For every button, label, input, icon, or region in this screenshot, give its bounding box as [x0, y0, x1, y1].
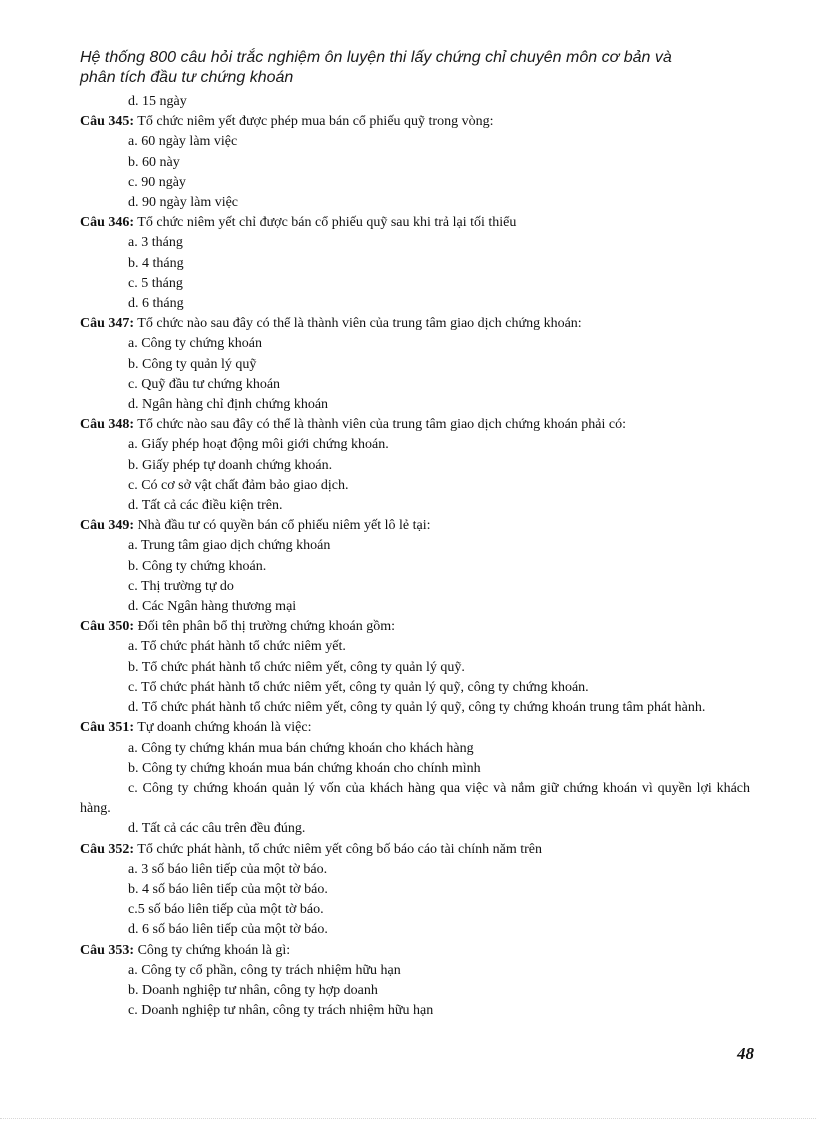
- answer-option: a. Công ty chứng khoán: [128, 336, 262, 352]
- question-text: Đối tên phân bổ thị trường chứng khoán gồm:: [134, 619, 395, 635]
- answer-option: b. Công ty quản lý quỹ: [128, 356, 257, 372]
- answer-option: d. 6 số báo liên tiếp của một tờ báo.: [128, 922, 328, 938]
- answer-option: b. Doanh nghiệp tư nhân, công ty hợp doanh: [128, 982, 378, 998]
- question-label: Câu 347:: [80, 316, 135, 332]
- question-350: [80, 617, 750, 637]
- question-347: [80, 314, 750, 334]
- answer-option: c. Có cơ sở vật chất đảm bảo giao dịch.: [128, 477, 349, 493]
- answer-option: b. 4 tháng: [128, 255, 184, 271]
- answer-option: d. 6 tháng: [128, 296, 184, 312]
- header-title-line-1: Hệ thống 800 câu hỏi trắc nghiệm ôn luyện thi lấy chứng chỉ chuyên môn cơ bản và: [80, 49, 672, 66]
- question-text: Tổ chức niêm yết được phép mua bán cổ phiếu quỹ trong vòng:: [134, 114, 494, 130]
- answer-option: a. Tổ chức phát hành tổ chức niêm yết.: [128, 639, 346, 655]
- answer-option: c. Thị trường tự do: [128, 578, 234, 594]
- question-351: [80, 718, 750, 738]
- page-number: 48: [737, 1044, 754, 1063]
- answer-option: c. 5 tháng: [128, 275, 183, 291]
- answer-option: b. Tổ chức phát hành tổ chức niêm yết, công ty quản lý quỹ.: [128, 659, 465, 675]
- answer-option: a. 3 tháng: [128, 235, 183, 251]
- answer-option: d. Các Ngân hàng thương mại: [128, 599, 297, 615]
- question-label: Câu 345:: [80, 114, 135, 130]
- question-label: Câu 350:: [80, 619, 135, 635]
- answer-option: b. 60 này: [128, 154, 180, 170]
- question-text: Công ty chứng khoán là gì:: [134, 942, 291, 958]
- answer-option: d. Tất cả các câu trên đều đúng.: [128, 821, 306, 837]
- question-label: Câu 351:: [80, 720, 135, 736]
- question-text: Tổ chức niêm yết chỉ được bán cổ phiếu quỹ sau khi trả lại tối thiểu: [134, 215, 517, 231]
- question-349: [80, 516, 750, 536]
- answer-option: a. 60 ngày làm việc: [128, 134, 238, 150]
- question-text: Tổ chức phát hành, tổ chức niêm yết công bố báo cáo tài chính năm trên: [134, 841, 543, 857]
- answer-option: c. Công ty chứng khoán quản lý vốn của khách hàng qua việc và nắm giữ chứng khoán vì quyền lợi khách hàng.: [80, 780, 750, 817]
- question-text: Tổ chức nào sau đây có thể là thành viên của trung tâm giao dịch chứng khoán phải có:: [134, 417, 626, 433]
- question-label: Câu 349:: [80, 518, 135, 534]
- answer-option: a. Công ty chứng khán mua bán chứng khoán cho khách hàng: [128, 740, 474, 756]
- answer-option: d. 90 ngày làm việc: [128, 195, 239, 211]
- question-353: [80, 941, 750, 961]
- question-text: Tổ chức nào sau đây có thể là thành viên của trung tâm giao dịch chứng khoán:: [134, 316, 582, 332]
- answer-option: c. Doanh nghiệp tư nhân, công ty trách nhiệm hữu hạn: [128, 1003, 434, 1019]
- answer-option: c. Tổ chức phát hành tổ chức niêm yết, công ty quản lý quỹ, công ty chứng khoán.: [128, 679, 589, 695]
- question-label: Câu 352:: [80, 841, 135, 857]
- answer-option: a. Công ty cổ phần, công ty trách nhiệm hữu hạn: [128, 962, 401, 978]
- answer-option: b. 4 số báo liên tiếp của một tờ báo.: [128, 881, 328, 897]
- answer-option: c. 90 ngày: [128, 174, 186, 190]
- question-list: [80, 92, 750, 1021]
- answer-option: a. 3 số báo liên tiếp của một tờ báo.: [128, 861, 328, 877]
- answer-option: d. Tổ chức phát hành tổ chức niêm yết, công ty quản lý quỹ, công ty chứng khoán trung tâm phát hành.: [128, 700, 706, 716]
- answer-option: d. 15 ngày: [128, 94, 187, 109]
- answer-option: c. Quỹ đầu tư chứng khoán: [128, 376, 281, 392]
- question-label: Câu 348:: [80, 417, 135, 433]
- question-label: Câu 353:: [80, 942, 135, 958]
- question-345: [80, 112, 750, 132]
- answer-option: a. Giấy phép hoạt động môi giới chứng khoán.: [128, 437, 389, 453]
- answer-option: c.5 số báo liên tiếp của một tờ báo.: [128, 902, 324, 918]
- answer-option: b. Công ty chứng khoán mua bán chứng khoán cho chính mình: [128, 760, 481, 776]
- answer-option: d. Ngân hàng chỉ định chứng khoán: [128, 397, 329, 413]
- question-text: Tự doanh chứng khoán là việc:: [134, 720, 312, 736]
- page-header: [80, 48, 760, 88]
- answer-option: b. Công ty chứng khoán.: [128, 558, 267, 574]
- question-text: Nhà đầu tư có quyền bán cổ phiếu niêm yết lô lẻ tại:: [134, 518, 431, 534]
- question-346: [80, 213, 750, 233]
- answer-option: d. Tất cả các điều kiện trên.: [128, 498, 283, 514]
- question-label: Câu 346:: [80, 215, 135, 231]
- header-title-line-2: phân tích đầu tư chứng khoán: [80, 69, 294, 86]
- answer-option: a. Trung tâm giao dịch chứng khoán: [128, 538, 331, 554]
- answer-option: b. Giấy phép tự doanh chứng khoán.: [128, 457, 333, 473]
- question-352: [80, 840, 750, 860]
- footer-divider: [0, 1118, 816, 1119]
- question-348: [80, 415, 750, 435]
